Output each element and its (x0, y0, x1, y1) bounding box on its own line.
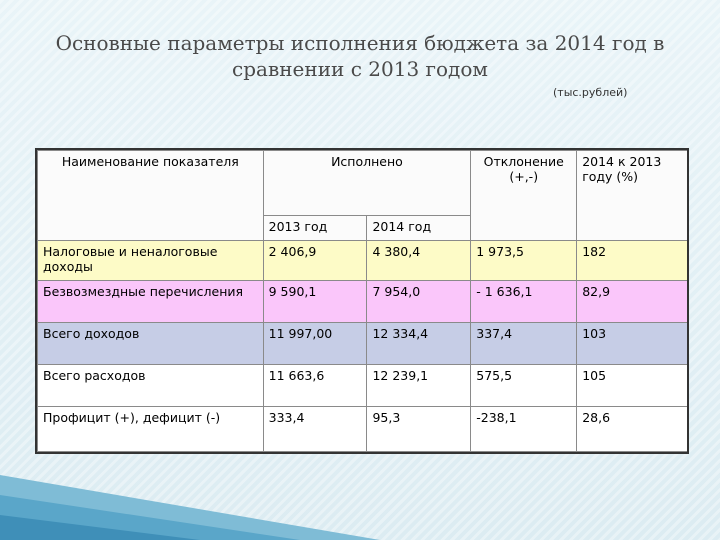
budget-table (37, 150, 689, 452)
slide-title (40, 30, 680, 82)
table-row (38, 407, 689, 452)
header-executed: Исполнено (263, 151, 471, 216)
row-ratio: 182 (577, 241, 689, 281)
row-value-2013: 9 590,1 (263, 281, 367, 323)
header-name: Наименование показателя (38, 151, 264, 241)
row-value-2013: 11 997,00 (263, 323, 367, 365)
row-value-2014: 12 239,1 (367, 365, 471, 407)
row-name: Всего расходов (38, 365, 264, 407)
row-name: Безвозмездные перечисления (38, 281, 264, 323)
table-row (38, 241, 689, 281)
row-value-2013: 11 663,6 (263, 365, 367, 407)
title-line-2: сравнении с 2013 годом (232, 57, 488, 81)
header-year-2014: 2014 год (367, 216, 471, 241)
row-ratio: 28,6 (577, 407, 689, 452)
header-deviation: Отклонение (+,-) (471, 151, 577, 241)
table-row (38, 365, 689, 407)
row-value-2014: 95,3 (367, 407, 471, 452)
row-name: Профицит (+), дефицит (-) (38, 407, 264, 452)
table-row (38, 281, 689, 323)
row-value-2014: 4 380,4 (367, 241, 471, 281)
row-ratio: 103 (577, 323, 689, 365)
header-ratio: 2014 к 2013 году (%) (577, 151, 689, 241)
row-name: Налоговые и неналоговые доходы (38, 241, 264, 281)
row-value-2013: 333,4 (263, 407, 367, 452)
corner-decoration (0, 455, 380, 540)
row-value-2014: 7 954,0 (367, 281, 471, 323)
header-year-2013: 2013 год (263, 216, 367, 241)
row-value-2013: 2 406,9 (263, 241, 367, 281)
title-line-1: Основные параметры исполнения бюджета за 2014 год в (55, 31, 665, 55)
units-label: (тыс.рублей) (553, 86, 628, 99)
row-deviation: -238,1 (471, 407, 577, 452)
row-deviation: - 1 636,1 (471, 281, 577, 323)
row-value-2014: 12 334,4 (367, 323, 471, 365)
row-deviation: 575,5 (471, 365, 577, 407)
row-name: Всего доходов (38, 323, 264, 365)
header-row (38, 151, 689, 216)
row-ratio: 105 (577, 365, 689, 407)
row-deviation: 1 973,5 (471, 241, 577, 281)
row-ratio: 82,9 (577, 281, 689, 323)
row-deviation: 337,4 (471, 323, 577, 365)
table-row (38, 323, 689, 365)
